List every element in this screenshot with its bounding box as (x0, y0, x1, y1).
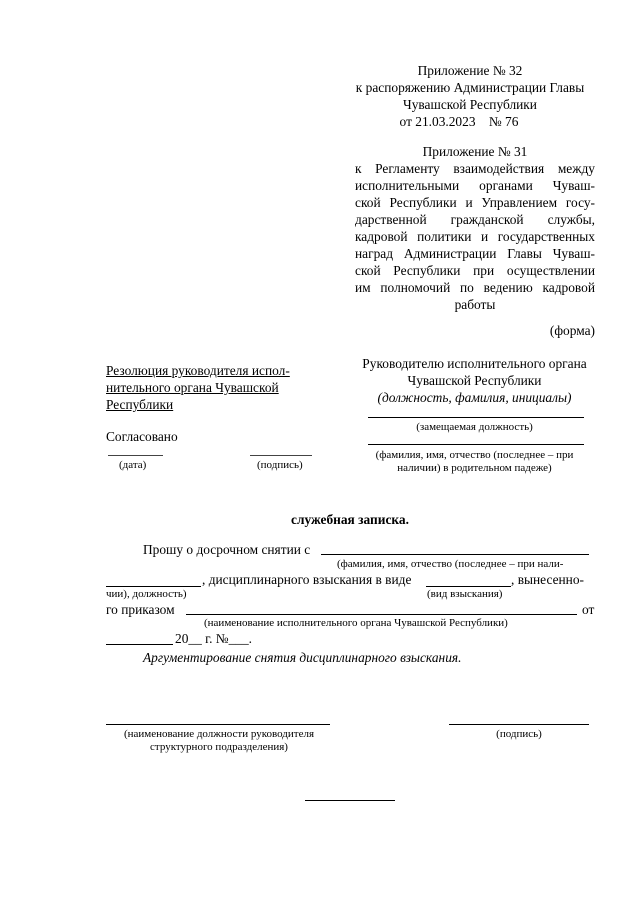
appendix-31-line: им полномочий по ведению кадровой (355, 280, 595, 295)
signature-line[interactable] (250, 455, 312, 456)
name-caption-line: наличии) в родительном падеже) (397, 462, 552, 474)
appendix-31-line: дарственной гражданской службы, (355, 212, 595, 227)
addressee-position-caption: (должность, фамилия, инициалы) (377, 390, 572, 405)
appendix-32-line: к распоряжению Администрации Главы (355, 80, 585, 95)
appendix-31-line: ской Республики при осуществлении (355, 263, 595, 278)
head-signature-caption: (подпись) (496, 728, 542, 740)
fio-caption-cont: чии), должность) (106, 588, 187, 600)
date-caption: (дата) (119, 459, 147, 471)
resolution-line: Резолюция руководителя испол- (106, 363, 290, 378)
from-text: от (582, 602, 595, 617)
appendix-32-date: от 21.03.2023 № 76 (399, 114, 519, 129)
order-text: го приказом (106, 602, 175, 617)
appendix-31-text (355, 160, 595, 296)
appendix-31-line: наград Администрации Главы Чуваш- (355, 246, 595, 261)
resolution-line: нительного органа Чувашской (106, 380, 279, 395)
closing-separator (305, 800, 395, 801)
appendix-31-line: кадровой политики и государственных (355, 229, 595, 244)
addressee-line: Руководителю исполнительного органа (362, 356, 587, 371)
order-date-line[interactable] (106, 644, 173, 645)
position-caption: (замещаемая должность) (416, 421, 533, 433)
argument-text: Аргументирование снятия дисциплинарного взыскания. (143, 650, 462, 665)
agreed-label: Согласовано (106, 429, 178, 444)
order-date-text: 20__ г. №___. (175, 631, 253, 646)
appendix-32-title: Приложение № 32 (417, 63, 523, 78)
date-line[interactable] (108, 455, 163, 456)
penalty-field-line[interactable] (426, 586, 511, 587)
appendix-31-last-line: работы (454, 297, 496, 312)
fio-caption: (фамилия, имя, отчество (последнее – при нали- (337, 558, 564, 570)
form-label: (форма) (549, 323, 595, 338)
org-field-line[interactable] (186, 614, 577, 615)
name-field-line[interactable] (368, 444, 584, 445)
appendix-31-line: к Регламенту взаимодействия между (355, 161, 595, 176)
head-position-caption-line: (наименование должности руководителя (123, 728, 315, 740)
penalty-caption: (вид взыскания) (427, 588, 503, 600)
penalty-text: , дисциплинарного взыскания в виде (202, 572, 412, 587)
position-field-line[interactable] (368, 417, 584, 418)
appendix-32-line: Чувашской Республики (403, 97, 537, 112)
appendix-31-line: ской Республики и Управлением госу- (355, 195, 595, 210)
addressee-block (352, 355, 597, 406)
head-signature-line[interactable] (449, 724, 589, 725)
appendix-31-line: исполнительными органами Чуваш- (355, 178, 595, 193)
resolution-line: Республики (106, 397, 174, 412)
name-caption (352, 449, 597, 475)
head-position-caption-line: структурного подразделения) (150, 741, 288, 753)
org-caption: (наименование исполнительного органа Чувашской Республики) (204, 617, 508, 629)
head-position-caption (104, 728, 334, 754)
appendix-31-title: Приложение № 31 (422, 144, 528, 159)
issued-text: , вынесенно- (511, 572, 584, 587)
addressee-line: Чувашской Республики (407, 373, 542, 388)
signature-caption: (подпись) (257, 459, 303, 471)
position-inline-line[interactable] (106, 586, 201, 587)
name-caption-line: (фамилия, имя, отчество (последнее – при (375, 449, 574, 461)
fio-field-line[interactable] (321, 554, 589, 555)
head-position-line[interactable] (106, 724, 330, 725)
appendix-32-block (340, 62, 600, 130)
request-text: Прошу о досрочном снятии с (143, 542, 311, 557)
resolution-block (106, 362, 316, 413)
memo-title: служебная записка. (291, 512, 409, 527)
